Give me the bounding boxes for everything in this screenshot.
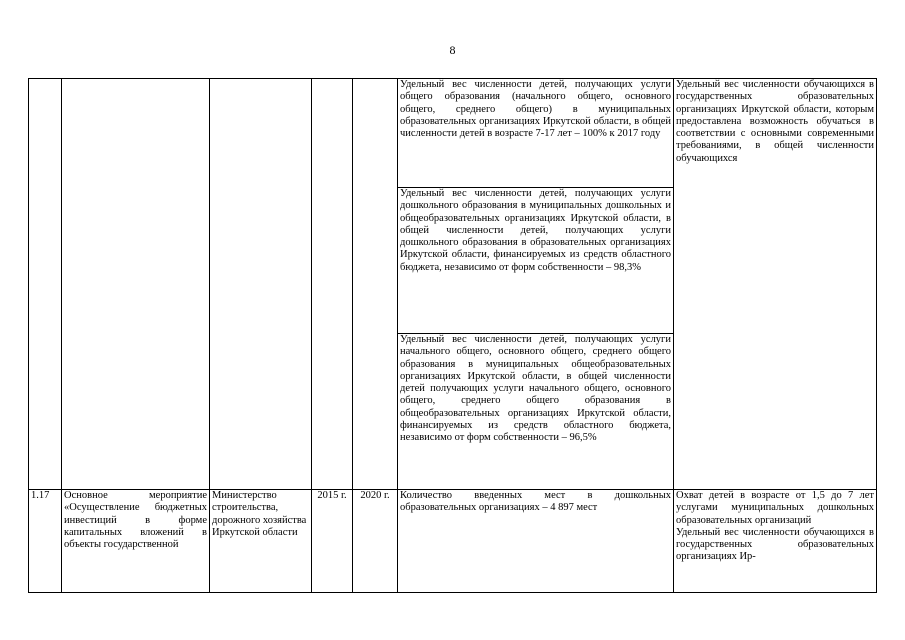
executor-text: Министерство строительства, дорожного хозяйства Иркутской области bbox=[212, 490, 307, 538]
indicator-text: Удельный вес численности детей, получающих услуги общего образования (начального общего, основного общего, среднего общего) в муниципальных образовательных организациях Иркутской области, в общей численности детей в возрасте 7-17 лет – 100% к 2017 году bbox=[400, 79, 671, 140]
indicator-text: Удельный вес численности детей, получающих услуги дошкольного образования в муниципальных дошкольных и общеобразовательных организациях Иркутской области, в общей численности детей, получающих услуги дошкольного образования в образовательных организациях Иркутской области, финансируемых из средств областного бюджета, независимо от форм собственности – 98,3% bbox=[400, 188, 671, 273]
indicator-cell bbox=[398, 490, 674, 593]
executor-cell bbox=[210, 490, 312, 593]
row-number-cell bbox=[29, 79, 62, 490]
indicator-text: Удельный вес численности детей, получающих услуги начального общего, основного общего, среднего общего образования в муниципальных общеобразовательных организациях Иркутской области, в общей численности детей получающих услуги начального общего, основного общего, среднего общего образования в общеобразовательных организациях Иркутской области, финансируемых из средств областного бюджета, независимо от форм собственности – 96,5% bbox=[400, 334, 671, 444]
executor-cell bbox=[210, 79, 312, 490]
end-year-text: 2020 г. bbox=[360, 490, 390, 501]
program-measures-table bbox=[28, 78, 877, 593]
indicator-text: Количество введенных мест в дошкольных образовательных организациях – 4 897 мест bbox=[400, 490, 671, 514]
end-year-cell bbox=[353, 490, 398, 593]
measure-name-text: Основное мероприятие «Осуществление бюджетных инвестиций в форме капитальных вложений в объекты государственной bbox=[64, 490, 207, 551]
goal-indicator-cell bbox=[674, 490, 877, 593]
page-number: 8 bbox=[449, 43, 456, 57]
start-year-text: 2015 г. bbox=[317, 490, 347, 501]
goal-indicator-text: Удельный вес численности обучающихся в государственных образовательных организациях Иркутской области, которым предоставлена возможность обучаться в соответствии с основными современными требованиями, в общей численности обучающихся bbox=[676, 79, 874, 164]
indicator-cell bbox=[398, 334, 674, 490]
table-row bbox=[29, 79, 877, 188]
start-year-cell bbox=[312, 490, 353, 593]
row-number-text: 1.17 bbox=[31, 490, 50, 501]
measure-name-cell bbox=[62, 490, 210, 593]
end-year-cell bbox=[353, 79, 398, 490]
table-row bbox=[29, 490, 877, 593]
measure-name-cell bbox=[62, 79, 210, 490]
goal-indicator-text: Охват детей в возрасте от 1,5 до 7 лет услугами муниципальных дошкольных образовательных организаций Удельный вес численности обучающихся в государственных образовательных организациях Ир- bbox=[676, 490, 874, 563]
goal-indicator-cell bbox=[674, 79, 877, 490]
indicator-cell bbox=[398, 79, 674, 188]
row-number-cell bbox=[29, 490, 62, 593]
start-year-cell bbox=[312, 79, 353, 490]
indicator-cell bbox=[398, 188, 674, 334]
